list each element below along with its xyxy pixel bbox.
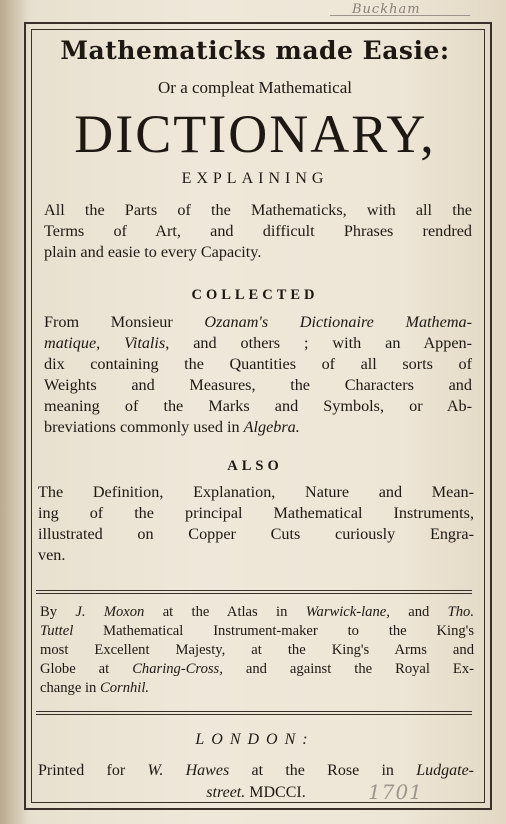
text-line: plain and easie to every Capacity.	[44, 243, 262, 261]
text-line: The Definition, Explanation, Nature and Mean-	[38, 483, 474, 501]
divider-rule	[36, 711, 472, 712]
text-line: illustrated on Copper Cuts curiously Engra-	[38, 525, 474, 543]
divider-rule	[36, 714, 472, 715]
description-paragraph	[44, 200, 472, 263]
also-heading: ALSO	[227, 458, 283, 474]
text-line: ven.	[38, 546, 66, 564]
text-line: By J. Moxon at the Atlas in Warwick-lane, and Tho.	[40, 604, 474, 620]
text-line: matique, Vitalis, and others ; with an Appen-	[44, 334, 473, 352]
text-line: street. MDCCI.	[206, 784, 306, 801]
instruments-paragraph	[38, 482, 474, 566]
text-line: dix containing the Quantities of all sorts of	[44, 355, 472, 373]
main-title: DICTIONARY,	[74, 104, 436, 164]
text-line: All the Parts of the Mathematicks, with all the	[44, 201, 472, 219]
divider-rule	[36, 593, 472, 594]
publisher-paragraph	[40, 603, 474, 698]
book-title: Mathematicks made Easie:	[60, 36, 450, 65]
explaining-heading: EXPLAINING	[181, 170, 329, 187]
place-of-publication: LONDON:	[195, 731, 315, 748]
collected-heading: COLLECTED	[191, 287, 319, 303]
text-line: Weights and Measures, the Characters and	[44, 376, 472, 394]
text-line: breviations commonly used in Algebra.	[44, 418, 300, 436]
owner-signature: Buckham	[352, 2, 421, 17]
divider-rule	[36, 590, 472, 591]
text-line: ing of the principal Mathematical Instruments,	[38, 504, 474, 522]
sources-paragraph	[44, 312, 472, 438]
text-line: Printed for W. Hawes at the Rose in Ludgate-	[38, 762, 474, 779]
text-line: Tuttel Mathematical Instrument-maker to the King's	[40, 623, 474, 639]
text-line: Globe at Charing-Cross, and against the Royal Ex-	[40, 661, 474, 677]
handwritten-year: 1701	[368, 780, 423, 804]
text-line: most Excellent Majesty, at the King's Arms and	[40, 642, 474, 658]
text-line: meaning of the Marks and Symbols, or Ab-	[44, 397, 472, 415]
text-line: From Monsieur Ozanam's Dictionaire Mathema-	[44, 313, 473, 331]
subtitle: Or a compleat Mathematical	[158, 78, 352, 97]
text-line: Terms of Art, and difficult Phrases rendred	[44, 222, 472, 240]
text-line: change in Cornhil.	[40, 680, 150, 696]
